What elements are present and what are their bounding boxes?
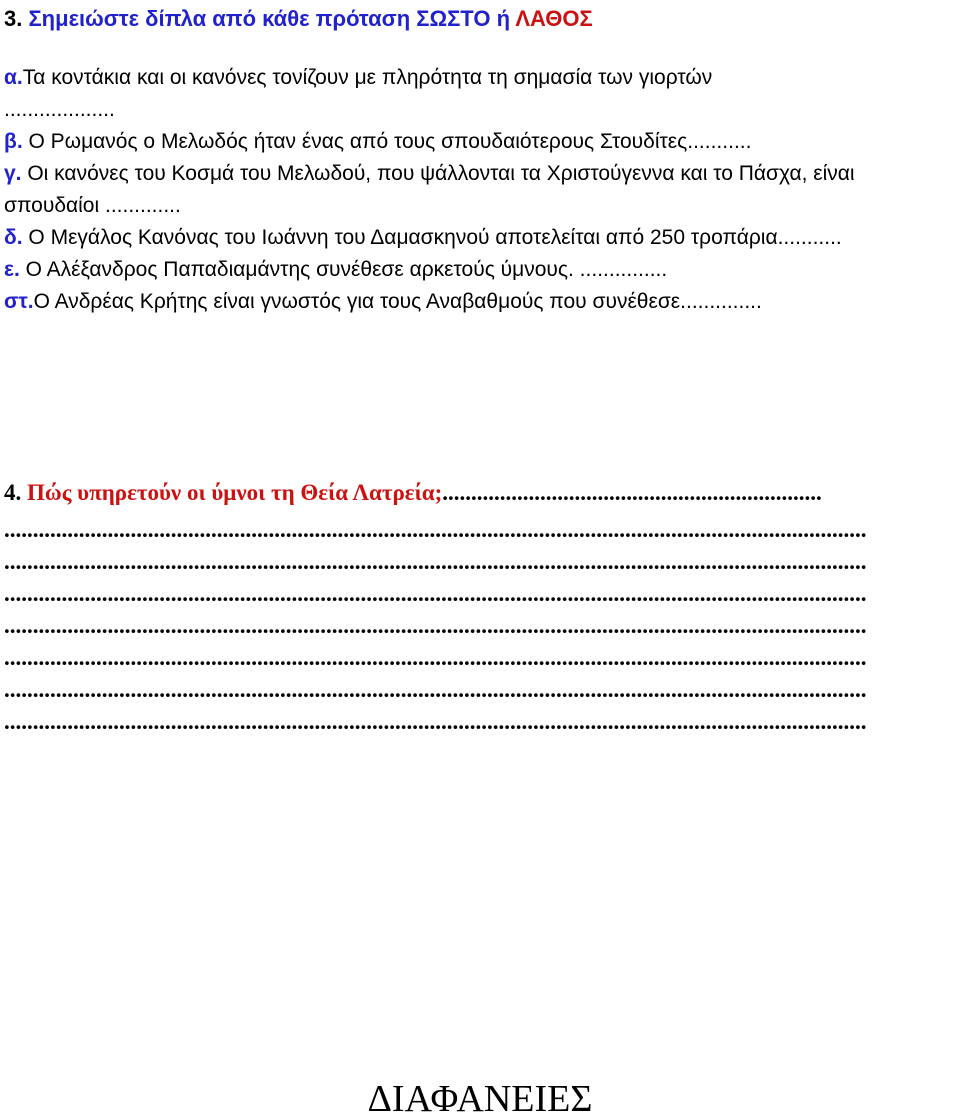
statement-list: [4, 62, 954, 318]
answer-line[interactable]: ......................................................................................................................................................: [4, 645, 867, 670]
statement-label: α.: [4, 66, 23, 89]
statement-e: [4, 254, 954, 286]
answer-line[interactable]: ......................................................................................................................................................: [4, 549, 867, 574]
answer-line[interactable]: ......................................................................................................................................................: [4, 709, 867, 734]
answer-lines: [4, 514, 958, 738]
statement-f: [4, 286, 954, 318]
question-4-number: 4.: [4, 480, 22, 505]
statement-text: Οι κανόνες του Κοσμά του Μελωδού, που ψάλλονται τα Χριστούγεννα και το Πάσχα, είναι σπουδαίοι .............: [4, 162, 855, 217]
question-3-instruction-false: ΛΑΘΟΣ: [515, 6, 593, 31]
statement-d: [4, 222, 954, 254]
statement-answer-blank[interactable]: ...................: [4, 98, 115, 121]
statement-text: Ο Μεγάλος Κανόνας του Ιωάννη του Δαμασκηνού αποτελείται από 250 τροπάρια...........: [22, 226, 842, 249]
answer-line[interactable]: ......................................................................................................................................................: [4, 517, 867, 542]
question-4-answer-start[interactable]: ..................................................................: [442, 480, 822, 505]
question-3-heading: [4, 4, 593, 34]
statement-label: ε.: [4, 258, 20, 281]
statement-c: [4, 158, 954, 222]
answer-line[interactable]: ......................................................................................................................................................: [4, 581, 867, 606]
statement-b: [4, 126, 954, 158]
statement-text: Τα κοντάκια και οι κανόνες τονίζουν με πληρότητα τη σημασία των γιορτών: [22, 66, 713, 89]
question-4-text: Πώς υπηρετούν οι ύμνοι τη Θεία Λατρεία;: [27, 480, 443, 505]
statement-label: στ.: [4, 290, 34, 313]
question-3-instruction: Σημειώστε δίπλα από κάθε πρόταση ΣΩΣΤΟ ή: [28, 6, 511, 31]
statement-text: Ο Ρωμανός ο Μελωδός ήταν ένας από τους σπουδαιότερους Στουδίτες...........: [22, 130, 752, 153]
statement-label: γ.: [4, 162, 22, 185]
question-3-number: 3.: [4, 6, 23, 31]
section-title: ΔΙΑΦΑΝΕΙΕΣ: [367, 1078, 593, 1120]
statement-label: β.: [4, 130, 23, 153]
statement-a: [4, 62, 954, 126]
statement-text: Ο Ανδρέας Κρήτης είναι γνωστός για τους Αναβαθμούς που συνέθεσε..............: [33, 290, 762, 313]
statement-label: δ.: [4, 226, 23, 249]
statement-text: Ο Αλέξανδρος Παπαδιαμάντης συνέθεσε αρκετούς ύμνους. ...............: [19, 258, 668, 281]
answer-line[interactable]: ......................................................................................................................................................: [4, 677, 867, 702]
question-4-heading: [4, 476, 822, 510]
answer-line[interactable]: ......................................................................................................................................................: [4, 613, 867, 638]
